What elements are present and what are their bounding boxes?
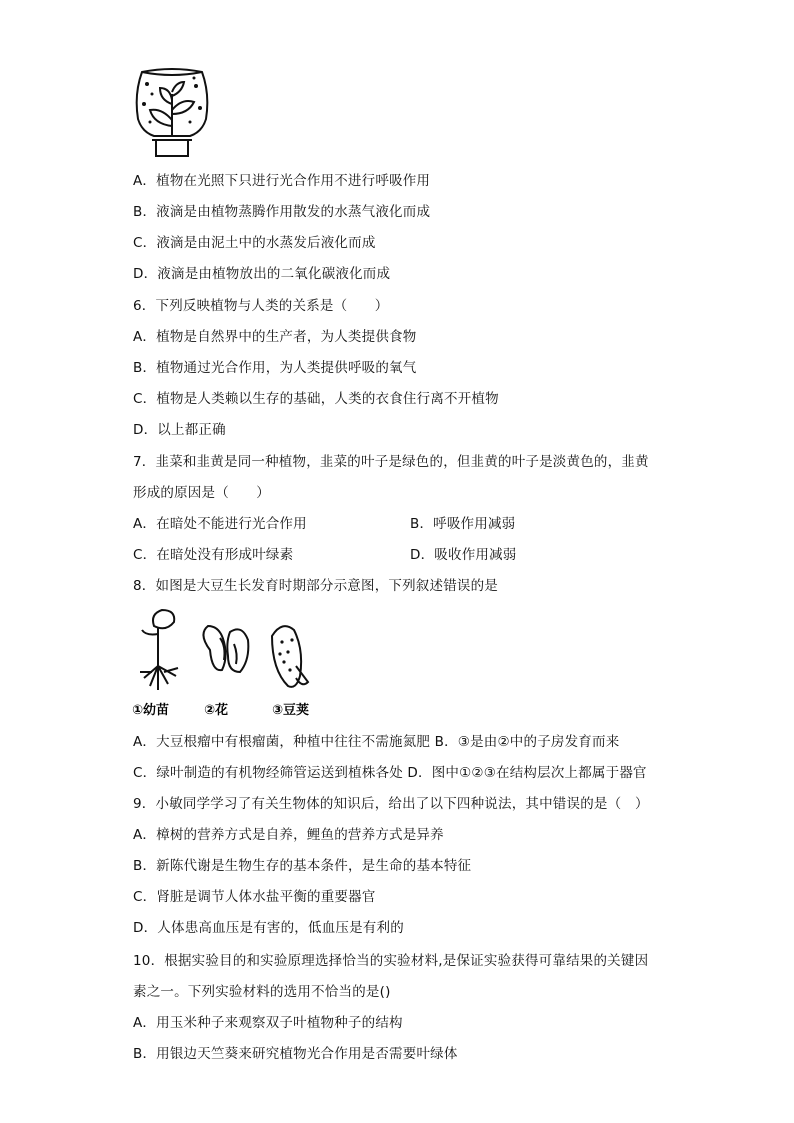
q6-stem: 6．下列反映植物与人类的关系是（ ） bbox=[133, 298, 389, 314]
q6-option-c: C．植物是人类赖以生存的基础，人类的衣食住行离不开植物 bbox=[133, 391, 499, 407]
q6-option-b: B．植物通过光合作用，为人类提供呼吸的氧气 bbox=[133, 360, 417, 376]
q9-option-a: A．樟树的营养方式是自养，鲤鱼的营养方式是异养 bbox=[133, 827, 444, 843]
q10-option-a: A．用玉米种子来观察双子叶植物种子的结构 bbox=[133, 1015, 403, 1031]
q6-option-d: D．以上都正确 bbox=[133, 422, 226, 438]
soybean-growth-figure bbox=[132, 606, 332, 720]
q9-option-d: D．人体患高血压是有害的，低血压是有利的 bbox=[133, 920, 404, 936]
q8-stem: 8．如图是大豆生长发育时期部分示意图，下列叙述错误的是 bbox=[133, 578, 498, 594]
q5-option-b: B．液滴是由植物蒸腾作用散发的水蒸气液化而成 bbox=[133, 204, 431, 220]
q10-stem-line1: 10．根据实验目的和实验原理选择恰当的实验材料,是保证实验获得可靠结果的关键因 bbox=[133, 953, 649, 969]
q7-stem-line2: 形成的原因是（ ） bbox=[133, 485, 270, 501]
q7-stem-line1: 7．韭菜和韭黄是同一种植物，韭菜的叶子是绿色的，但韭黄的叶子是淡黄色的，韭黄 bbox=[133, 454, 649, 470]
q7-option-a: A．在暗处不能进行光合作用 bbox=[133, 516, 307, 532]
figure-label-seedling: ①幼苗 bbox=[132, 703, 170, 718]
q5-option-d: D．液滴是由植物放出的二氧化碳液化而成 bbox=[133, 266, 391, 282]
q9-option-b: B．新陈代谢是生物生存的基本条件，是生命的基本特征 bbox=[133, 858, 472, 874]
q8-options-line1: A．大豆根瘤中有根瘤菌，种植中往往不需施氮肥 B．③是由②中的子房发育而来 bbox=[133, 734, 620, 750]
q8-options-line2: C．绿叶制造的有机物经筛管运送到植株各处 D．图中①②③在结构层次上都属于器官 bbox=[133, 765, 647, 781]
figure-label-pod: ③豆荚 bbox=[272, 703, 310, 718]
q7-option-c: C．在暗处没有形成叶绿素 bbox=[133, 547, 294, 563]
q9-option-c: C．肾脏是调节人体水盐平衡的重要器官 bbox=[133, 889, 376, 905]
q9-stem: 9．小敏同学学习了有关生物体的知识后，给出了以下四种说法，其中错误的是（ ） bbox=[133, 796, 649, 812]
q6-option-a: A．植物是自然界中的生产者，为人类提供食物 bbox=[133, 329, 417, 345]
q5-option-a: A．植物在光照下只进行光合作用不进行呼吸作用 bbox=[133, 173, 431, 189]
q5-option-c: C．液滴是由泥土中的水蒸发后液化而成 bbox=[133, 235, 376, 251]
q10-option-b: B．用银边天竺葵来研究植物光合作用是否需要叶绿体 bbox=[133, 1046, 458, 1062]
q7-option-d: D．吸收作用减弱 bbox=[410, 547, 517, 563]
plant-bell-jar-figure bbox=[132, 64, 212, 160]
q10-stem-line2: 素之一。下列实验材料的选用不恰当的是() bbox=[133, 984, 391, 1000]
figure-label-flower: ②花 bbox=[204, 703, 229, 718]
q7-option-b: B．呼吸作用减弱 bbox=[410, 516, 516, 532]
